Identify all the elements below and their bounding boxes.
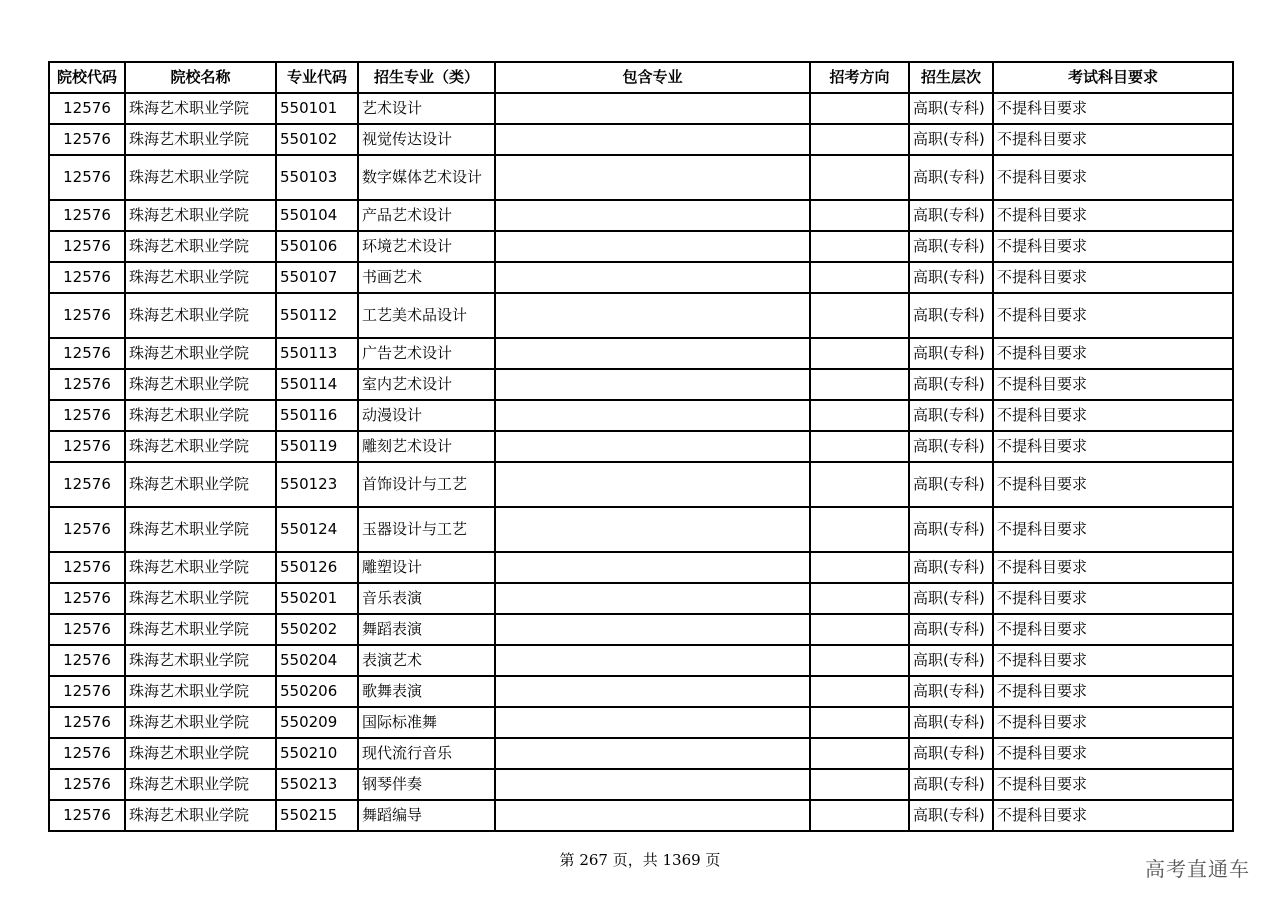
cell-school-code: 12576 (49, 583, 125, 614)
table-row (49, 738, 1233, 769)
header-school-name: 院校名称 (125, 62, 276, 93)
cell-requirement: 不提科目要求 (993, 293, 1233, 338)
cell-school-name: 珠海艺术职业学院 (125, 369, 276, 400)
cell-school-name: 珠海艺术职业学院 (125, 93, 276, 124)
cell-major-code: 550113 (276, 338, 358, 369)
cell-requirement: 不提科目要求 (993, 93, 1233, 124)
cell-major: 玉器设计与工艺 (358, 507, 495, 552)
cell-major: 动漫设计 (358, 400, 495, 431)
cell-level: 高职(专科) (909, 124, 993, 155)
cell-requirement: 不提科目要求 (993, 738, 1233, 769)
header-row (49, 62, 1233, 93)
cell-requirement: 不提科目要求 (993, 707, 1233, 738)
cell-school-name: 珠海艺术职业学院 (125, 738, 276, 769)
table-row (49, 462, 1233, 507)
cell-level: 高职(专科) (909, 707, 993, 738)
cell-school-code: 12576 (49, 293, 125, 338)
table-row (49, 338, 1233, 369)
cell-school-name: 珠海艺术职业学院 (125, 200, 276, 231)
cell-level: 高职(专科) (909, 262, 993, 293)
cell-direction (810, 262, 909, 293)
cell-level: 高职(专科) (909, 800, 993, 831)
header-major-code: 专业代码 (276, 62, 358, 93)
cell-includes (495, 231, 810, 262)
cell-major-code: 550201 (276, 583, 358, 614)
cell-school-name: 珠海艺术职业学院 (125, 676, 276, 707)
cell-school-name: 珠海艺术职业学院 (125, 124, 276, 155)
cell-school-name: 珠海艺术职业学院 (125, 338, 276, 369)
cell-requirement: 不提科目要求 (993, 800, 1233, 831)
cell-requirement: 不提科目要求 (993, 614, 1233, 645)
cell-includes (495, 507, 810, 552)
cell-includes (495, 676, 810, 707)
cell-includes (495, 124, 810, 155)
cell-includes (495, 338, 810, 369)
cell-school-code: 12576 (49, 200, 125, 231)
table-row (49, 293, 1233, 338)
cell-major-code: 550206 (276, 676, 358, 707)
cell-major-code: 550126 (276, 552, 358, 583)
cell-level: 高职(专科) (909, 507, 993, 552)
table-row (49, 155, 1233, 200)
cell-major-code: 550107 (276, 262, 358, 293)
cell-school-code: 12576 (49, 738, 125, 769)
cell-school-name: 珠海艺术职业学院 (125, 155, 276, 200)
cell-major: 环境艺术设计 (358, 231, 495, 262)
cell-major: 艺术设计 (358, 93, 495, 124)
table-row (49, 800, 1233, 831)
cell-major: 表演艺术 (358, 645, 495, 676)
cell-major-code: 550119 (276, 431, 358, 462)
cell-school-code: 12576 (49, 124, 125, 155)
cell-major: 数字媒体艺术设计 (358, 155, 495, 200)
header-direction: 招考方向 (810, 62, 909, 93)
cell-direction (810, 93, 909, 124)
table-row (49, 400, 1233, 431)
cell-level: 高职(专科) (909, 369, 993, 400)
cell-major-code: 550114 (276, 369, 358, 400)
cell-school-code: 12576 (49, 231, 125, 262)
table-row (49, 369, 1233, 400)
cell-school-code: 12576 (49, 707, 125, 738)
cell-includes (495, 707, 810, 738)
cell-requirement: 不提科目要求 (993, 155, 1233, 200)
cell-school-name: 珠海艺术职业学院 (125, 800, 276, 831)
cell-direction (810, 645, 909, 676)
table-row (49, 262, 1233, 293)
cell-school-code: 12576 (49, 645, 125, 676)
cell-level: 高职(专科) (909, 431, 993, 462)
cell-school-code: 12576 (49, 462, 125, 507)
cell-major: 首饰设计与工艺 (358, 462, 495, 507)
cell-includes (495, 200, 810, 231)
cell-level: 高职(专科) (909, 400, 993, 431)
cell-requirement: 不提科目要求 (993, 400, 1233, 431)
cell-school-code: 12576 (49, 800, 125, 831)
cell-major: 工艺美术品设计 (358, 293, 495, 338)
cell-requirement: 不提科目要求 (993, 507, 1233, 552)
cell-school-name: 珠海艺术职业学院 (125, 293, 276, 338)
cell-level: 高职(专科) (909, 200, 993, 231)
cell-major-code: 550103 (276, 155, 358, 200)
cell-direction (810, 769, 909, 800)
cell-major-code: 550102 (276, 124, 358, 155)
table-row (49, 676, 1233, 707)
cell-major-code: 550210 (276, 738, 358, 769)
cell-direction (810, 369, 909, 400)
cell-school-name: 珠海艺术职业学院 (125, 462, 276, 507)
cell-level: 高职(专科) (909, 769, 993, 800)
cell-level: 高职(专科) (909, 155, 993, 200)
header-includes: 包含专业 (495, 62, 810, 93)
cell-requirement: 不提科目要求 (993, 231, 1233, 262)
cell-includes (495, 583, 810, 614)
cell-direction (810, 231, 909, 262)
cell-school-name: 珠海艺术职业学院 (125, 400, 276, 431)
cell-major: 广告艺术设计 (358, 338, 495, 369)
cell-includes (495, 614, 810, 645)
cell-school-code: 12576 (49, 400, 125, 431)
cell-requirement: 不提科目要求 (993, 338, 1233, 369)
cell-school-code: 12576 (49, 676, 125, 707)
cell-major: 雕塑设计 (358, 552, 495, 583)
cell-major: 现代流行音乐 (358, 738, 495, 769)
table-row (49, 707, 1233, 738)
cell-school-code: 12576 (49, 431, 125, 462)
table-row (49, 769, 1233, 800)
cell-includes (495, 369, 810, 400)
cell-school-code: 12576 (49, 614, 125, 645)
cell-school-name: 珠海艺术职业学院 (125, 507, 276, 552)
cell-major-code: 550101 (276, 93, 358, 124)
cell-major: 雕刻艺术设计 (358, 431, 495, 462)
table-row (49, 200, 1233, 231)
table-row (49, 614, 1233, 645)
cell-level: 高职(专科) (909, 231, 993, 262)
cell-major: 舞蹈表演 (358, 614, 495, 645)
cell-direction (810, 431, 909, 462)
cell-requirement: 不提科目要求 (993, 552, 1233, 583)
cell-level: 高职(专科) (909, 93, 993, 124)
page-number: 第 267 页，共 1369 页 (559, 851, 721, 869)
cell-direction (810, 552, 909, 583)
header-major: 招生专业（类） (358, 62, 495, 93)
cell-requirement: 不提科目要求 (993, 200, 1233, 231)
cell-major-code: 550116 (276, 400, 358, 431)
cell-includes (495, 738, 810, 769)
cell-school-name: 珠海艺术职业学院 (125, 769, 276, 800)
table-row (49, 431, 1233, 462)
cell-includes (495, 552, 810, 583)
cell-major-code: 550106 (276, 231, 358, 262)
cell-school-name: 珠海艺术职业学院 (125, 707, 276, 738)
cell-major-code: 550209 (276, 707, 358, 738)
cell-direction (810, 400, 909, 431)
cell-school-code: 12576 (49, 155, 125, 200)
cell-school-code: 12576 (49, 369, 125, 400)
cell-major: 钢琴伴奏 (358, 769, 495, 800)
admissions-table (48, 61, 1234, 832)
cell-requirement: 不提科目要求 (993, 769, 1233, 800)
cell-direction (810, 614, 909, 645)
table-row (49, 124, 1233, 155)
cell-level: 高职(专科) (909, 645, 993, 676)
cell-direction (810, 676, 909, 707)
cell-major-code: 550112 (276, 293, 358, 338)
cell-major: 音乐表演 (358, 583, 495, 614)
table-row (49, 552, 1233, 583)
cell-direction (810, 738, 909, 769)
cell-level: 高职(专科) (909, 552, 993, 583)
cell-includes (495, 462, 810, 507)
cell-requirement: 不提科目要求 (993, 262, 1233, 293)
header-requirement: 考试科目要求 (993, 62, 1233, 93)
cell-major: 产品艺术设计 (358, 200, 495, 231)
cell-level: 高职(专科) (909, 462, 993, 507)
cell-direction (810, 124, 909, 155)
cell-school-name: 珠海艺术职业学院 (125, 431, 276, 462)
cell-direction (810, 462, 909, 507)
cell-major-code: 550123 (276, 462, 358, 507)
cell-major-code: 550104 (276, 200, 358, 231)
cell-requirement: 不提科目要求 (993, 676, 1233, 707)
cell-direction (810, 293, 909, 338)
cell-major-code: 550202 (276, 614, 358, 645)
cell-level: 高职(专科) (909, 676, 993, 707)
cell-direction (810, 507, 909, 552)
cell-level: 高职(专科) (909, 583, 993, 614)
cell-requirement: 不提科目要求 (993, 645, 1233, 676)
cell-school-name: 珠海艺术职业学院 (125, 262, 276, 293)
cell-school-code: 12576 (49, 338, 125, 369)
cell-level: 高职(专科) (909, 614, 993, 645)
cell-school-name: 珠海艺术职业学院 (125, 645, 276, 676)
cell-direction (810, 800, 909, 831)
cell-major-code: 550215 (276, 800, 358, 831)
cell-major: 视觉传达设计 (358, 124, 495, 155)
cell-school-code: 12576 (49, 262, 125, 293)
cell-includes (495, 431, 810, 462)
cell-school-name: 珠海艺术职业学院 (125, 231, 276, 262)
cell-major: 室内艺术设计 (358, 369, 495, 400)
cell-requirement: 不提科目要求 (993, 583, 1233, 614)
cell-requirement: 不提科目要求 (993, 462, 1233, 507)
cell-includes (495, 262, 810, 293)
cell-school-name: 珠海艺术职业学院 (125, 583, 276, 614)
cell-school-name: 珠海艺术职业学院 (125, 552, 276, 583)
table-row (49, 507, 1233, 552)
cell-major: 国际标准舞 (358, 707, 495, 738)
table-row (49, 231, 1233, 262)
cell-includes (495, 400, 810, 431)
cell-major: 书画艺术 (358, 262, 495, 293)
cell-includes (495, 155, 810, 200)
cell-includes (495, 769, 810, 800)
cell-major: 舞蹈编导 (358, 800, 495, 831)
cell-school-code: 12576 (49, 507, 125, 552)
cell-major-code: 550204 (276, 645, 358, 676)
cell-direction (810, 583, 909, 614)
cell-requirement: 不提科目要求 (993, 431, 1233, 462)
cell-major-code: 550124 (276, 507, 358, 552)
cell-major-code: 550213 (276, 769, 358, 800)
cell-includes (495, 93, 810, 124)
table-row (49, 645, 1233, 676)
table-row (49, 93, 1233, 124)
cell-includes (495, 800, 810, 831)
watermark-text: 高考直通车 (1145, 857, 1250, 881)
cell-includes (495, 645, 810, 676)
cell-level: 高职(专科) (909, 338, 993, 369)
cell-school-code: 12576 (49, 93, 125, 124)
cell-school-name: 珠海艺术职业学院 (125, 614, 276, 645)
header-level: 招生层次 (909, 62, 993, 93)
cell-includes (495, 293, 810, 338)
cell-level: 高职(专科) (909, 293, 993, 338)
cell-direction (810, 338, 909, 369)
cell-direction (810, 200, 909, 231)
header-school-code: 院校代码 (49, 62, 125, 93)
cell-school-code: 12576 (49, 552, 125, 583)
cell-requirement: 不提科目要求 (993, 369, 1233, 400)
cell-major: 歌舞表演 (358, 676, 495, 707)
table-row (49, 583, 1233, 614)
cell-direction (810, 155, 909, 200)
cell-direction (810, 707, 909, 738)
cell-school-code: 12576 (49, 769, 125, 800)
cell-requirement: 不提科目要求 (993, 124, 1233, 155)
cell-level: 高职(专科) (909, 738, 993, 769)
table-body (49, 93, 1233, 831)
